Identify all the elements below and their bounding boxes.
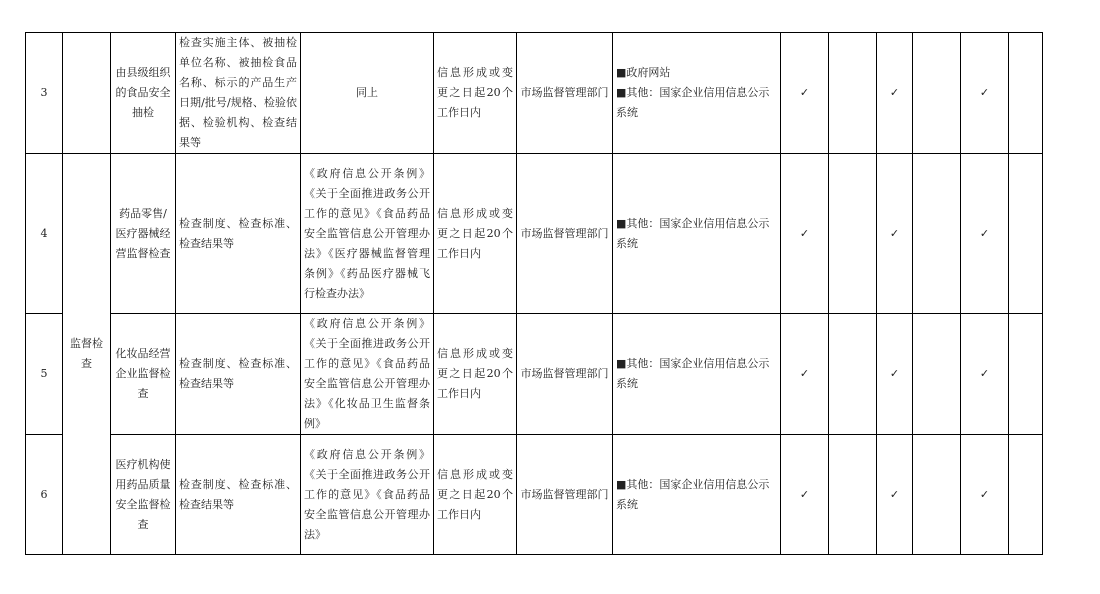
row-number: 3: [26, 33, 63, 154]
item-name: 化妆品经营企业监督检查: [111, 314, 176, 435]
check-cell: [913, 435, 961, 555]
disclosure-table: [25, 32, 1043, 555]
table-row: [26, 314, 1043, 435]
disclosure-subject: 市场监督管理部门: [517, 154, 613, 314]
check-cell: [1009, 33, 1043, 154]
item-name: 医疗机构使用药品质量安全监督检查: [111, 435, 176, 555]
channel-item: ■其他：国家企业信用信息公示系统: [616, 477, 770, 511]
disclosure-content: 检查制度、检查标准、检查结果等: [176, 154, 301, 314]
check-cell: [829, 435, 877, 555]
channel-item: ■其他：国家企业信用信息公示系统: [616, 86, 770, 119]
check-cell: ✓: [877, 33, 913, 154]
channel-item: ■政府网站: [616, 66, 671, 79]
check-cell: ✓: [781, 33, 829, 154]
disclosure-channels: [613, 33, 781, 154]
channel-item: ■其他：国家企业信用信息公示系统: [616, 216, 770, 250]
disclosure-channels: [613, 154, 781, 314]
check-cell: ✓: [877, 154, 913, 314]
table-row: [26, 435, 1043, 555]
check-cell: [829, 314, 877, 435]
check-cell: ✓: [961, 33, 1009, 154]
disclosure-content: 检查制度、检查标准、检查结果等: [176, 435, 301, 555]
item-name: 药品零售/医疗器械经营监督检查: [111, 154, 176, 314]
table-row: [26, 154, 1043, 314]
check-cell: [829, 154, 877, 314]
disclosure-channels: [613, 314, 781, 435]
check-cell: [913, 314, 961, 435]
check-cell: ✓: [781, 154, 829, 314]
disclosure-subject: 市场监督管理部门: [517, 314, 613, 435]
check-cell: ✓: [877, 314, 913, 435]
disclosure-basis: 《政府信息公开条例》《关于全面推进政务公开工作的意见》《食品药品安全监管信息公开管理办法》《化妆品卫生监督条例》: [301, 314, 434, 435]
disclosure-channels: [613, 435, 781, 555]
disclosure-time: 信息形成或变更之日起20个工作日内: [434, 33, 517, 154]
check-cell: ✓: [877, 435, 913, 555]
disclosure-basis: 同上: [301, 33, 434, 154]
row-number: 6: [26, 435, 63, 555]
disclosure-time: 信息形成或变更之日起20个工作日内: [434, 154, 517, 314]
check-cell: [1009, 314, 1043, 435]
row-number: 4: [26, 154, 63, 314]
check-cell: [913, 33, 961, 154]
check-cell: ✓: [781, 314, 829, 435]
category-cell-empty: [63, 33, 111, 154]
check-cell: ✓: [961, 154, 1009, 314]
check-cell: ✓: [781, 435, 829, 555]
check-cell: [1009, 154, 1043, 314]
check-cell: [829, 33, 877, 154]
check-cell: ✓: [961, 314, 1009, 435]
check-cell: ✓: [961, 435, 1009, 555]
check-cell: [1009, 435, 1043, 555]
disclosure-basis: 《政府信息公开条例》《关于全面推进政务公开工作的意见》《食品药品安全监管信息公开管理办法》《医疗器械监督管理条例》《药品医疗器械飞行检查办法》: [301, 154, 434, 314]
disclosure-basis: 《政府信息公开条例》《关于全面推进政务公开工作的意见》《食品药品安全监管信息公开管理办法》: [301, 435, 434, 555]
row-number: 5: [26, 314, 63, 435]
disclosure-subject: 市场监督管理部门: [517, 435, 613, 555]
check-cell: [913, 154, 961, 314]
disclosure-content: 检查制度、检查标准、检查结果等: [176, 314, 301, 435]
category-cell: 监督检查: [63, 154, 111, 555]
item-name: 由县级组织的食品安全抽检: [111, 33, 176, 154]
disclosure-subject: 市场监督管理部门: [517, 33, 613, 154]
disclosure-time: 信息形成或变更之日起20个工作日内: [434, 314, 517, 435]
table-row: [26, 33, 1043, 154]
disclosure-time: 信息形成或变更之日起20个工作日内: [434, 435, 517, 555]
disclosure-content: 检查实施主体、被抽检单位名称、被抽检食品名称、标示的产品生产日期/批号/规格、检验依据、检验机构、检查结果等: [176, 33, 301, 154]
channel-item: ■其他：国家企业信用信息公示系统: [616, 357, 770, 390]
